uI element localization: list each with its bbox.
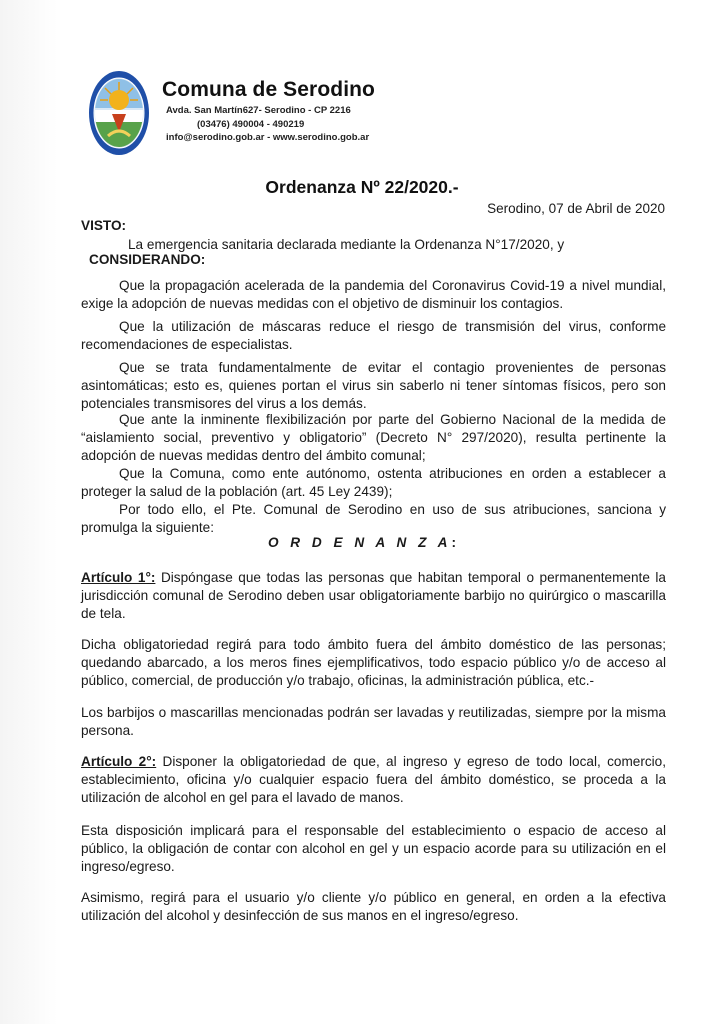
article-text: Asimismo, regirá para el usuario y/o cliente y/o público en general, en orden a la efectiva utilización del alcohol y desinfección de sus manos en el ingreso/egreso.: [81, 890, 666, 923]
ordenanza-heading-colon: :: [451, 535, 457, 550]
considerando-heading: CONSIDERANDO:: [89, 252, 206, 267]
article-paragraph: [81, 569, 666, 623]
organization-phone: (03476) 490004 - 490219: [197, 119, 305, 130]
article-paragraph: [81, 753, 666, 807]
ordenanza-heading-text: O R D E N A N Z A: [267, 535, 452, 550]
visto-heading: VISTO:: [81, 218, 127, 233]
considerando-paragraph: Que ante la inminente flexibilización por parte del Gobierno Nacional de la medida de “aislamiento social, preventivo y obligatorio” (Decreto N° 297/2020), resulta pertinente la adopción de nuevas medidas dentro del ámbito comunal;: [81, 412, 666, 463]
organization-contact: info@serodino.gob.ar - www.serodino.gob.ar: [166, 132, 370, 143]
article-label: Artículo 2°:: [81, 754, 157, 769]
article-text: Dispóngase que todas las personas que habitan temporal o permanentemente la jurisdicción comunal de Serodino deben usar obligatoriamente barbijo no quirúrgico o mascarilla de tela.: [81, 570, 666, 621]
document-date: Serodino, 07 de Abril de 2020: [487, 201, 665, 216]
ordenanza-heading: [0, 535, 724, 550]
considerando-paragraph: Que se trata fundamentalmente de evitar el contagio provenientes de personas asintomáticas; esto es, quienes portan el virus sin saberlo ni tener síntomas físicos, pero son potenciales transmisores del virus a los demás.: [81, 360, 666, 411]
article-text: Esta disposición implicará para el responsable del establecimiento o espacio de acceso al público, la obligación de contar con alcohol en gel y un espacio acorde para su utilización en el ingreso/egreso.: [81, 823, 666, 874]
considerando-paragraph: Por todo ello, el Pte. Comunal de Serodino en uso de sus atribuciones, sanciona y promulga la siguiente:: [81, 502, 666, 535]
article-text: Los barbijos o mascarillas mencionadas podrán ser lavadas y reutilizadas, siempre por la misma persona.: [81, 705, 666, 738]
document-title: Ordenanza Nº 22/2020.-: [265, 177, 459, 197]
article-text: Dicha obligatoriedad regirá para todo ámbito fuera del ámbito doméstico de las personas; quedando abarcado, a los meros fines ejemplificativos, todo espacio público y/o de acceso al público, comercial, de producción y/o trabajo, oficinas, la administración pública, etc.-: [81, 637, 666, 688]
considerando-paragraph: Que la Comuna, como ente autónomo, ostenta atribuciones en orden a establecer a proteger la salud de la población (art. 45 Ley 2439);: [81, 466, 666, 499]
article-paragraph: [81, 889, 666, 925]
article-paragraph: [81, 704, 666, 740]
municipal-seal-logo: [88, 70, 150, 156]
article-label: Artículo 1°:: [81, 570, 156, 585]
visto-text: La emergencia sanitaria declarada mediante la Ordenanza N°17/2020, y: [128, 237, 565, 252]
organization-address: Avda. San Martín627- Serodino - CP 2216: [166, 105, 351, 116]
considerando-paragraph: Que la propagación acelerada de la pandemia del Coronavirus Covid-19 a nivel mundial, exige la adopción de nuevas medidas con el objetivo de disminuir los contagios.: [81, 278, 666, 311]
organization-name: Comuna de Serodino: [162, 78, 375, 101]
article-text: Disponer la obligatoriedad de que, al ingreso y egreso de todo local, comercio, establecimiento, oficina y/o cualquier espacio fuera del ámbito doméstico, se proceda a la utilización de alcohol en gel para el lavado de manos.: [81, 754, 667, 805]
article-paragraph: [81, 636, 666, 690]
considerando-paragraph: Que la utilización de máscaras reduce el riesgo de transmisión del virus, conforme recomendaciones de especialistas.: [81, 319, 666, 352]
article-paragraph: [81, 822, 666, 876]
